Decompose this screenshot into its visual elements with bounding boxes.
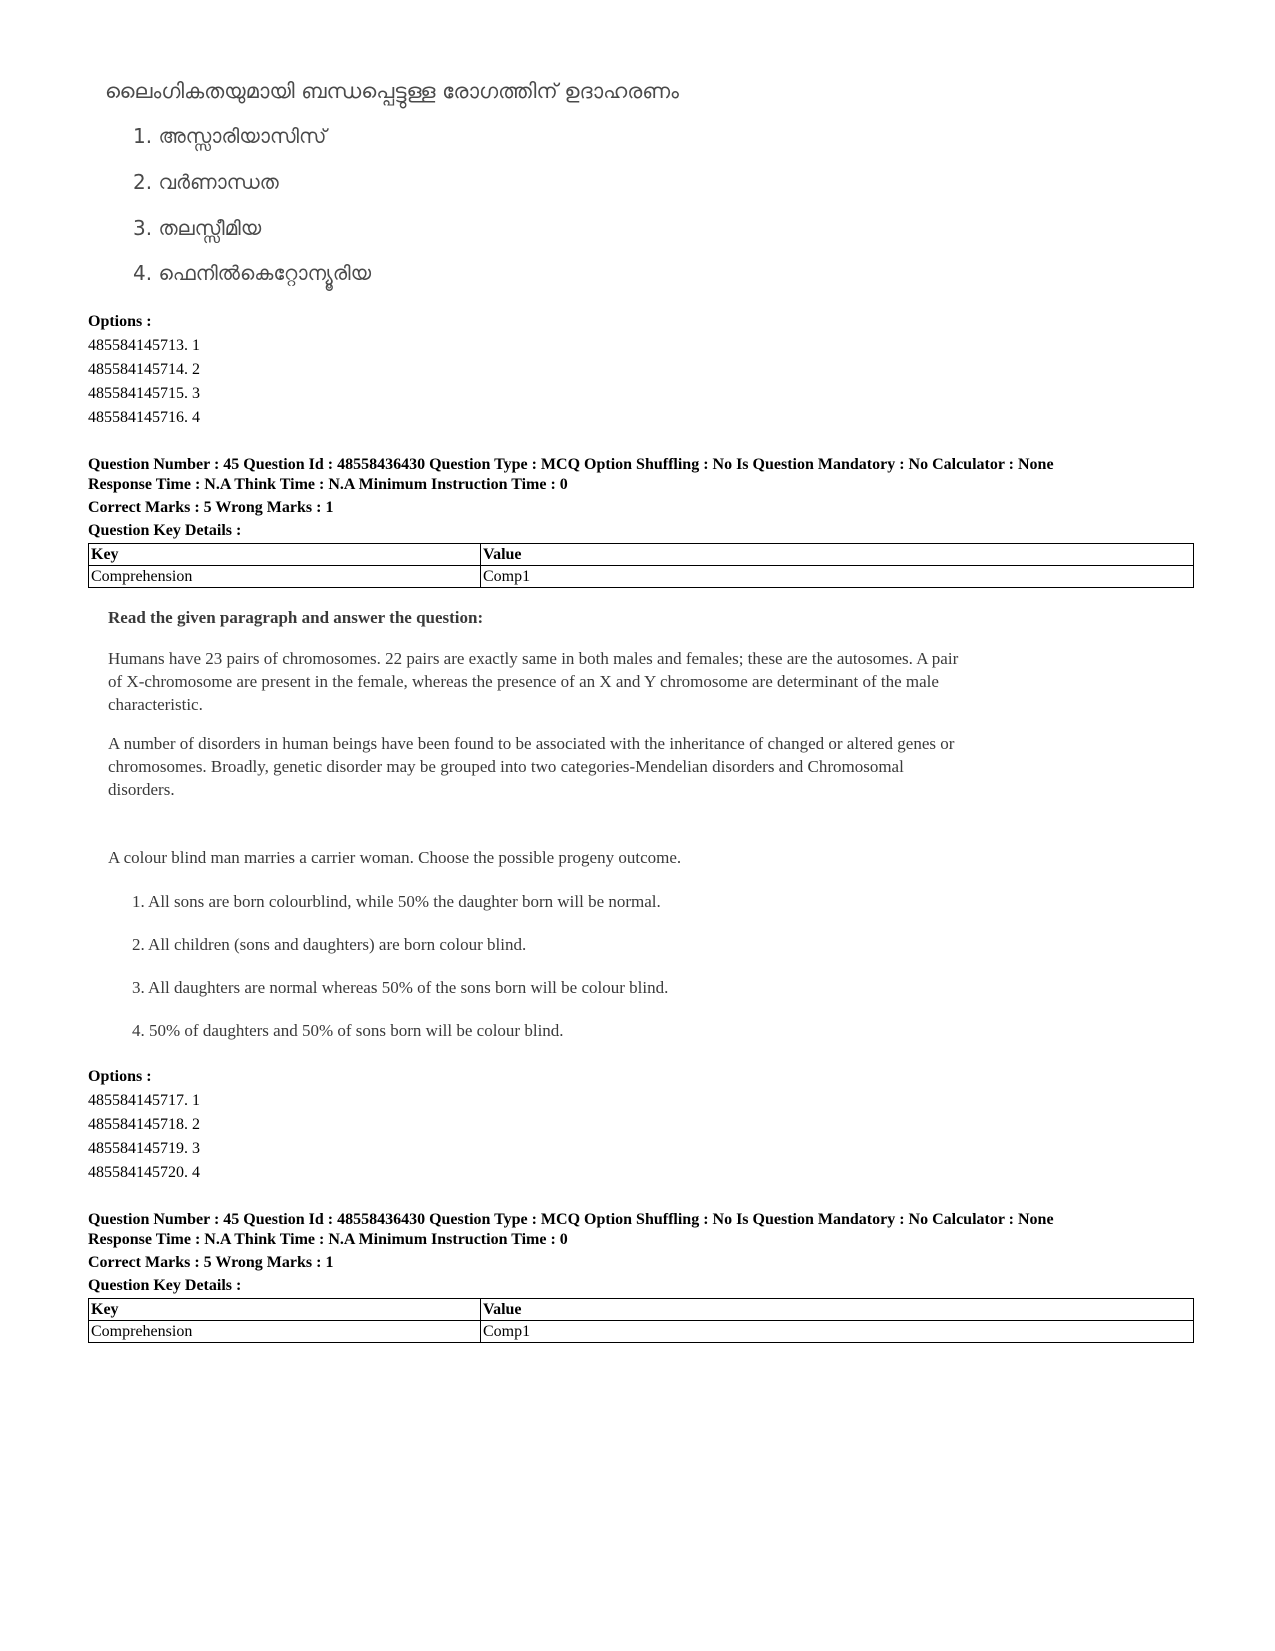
question-title: ലൈംഗികതയുമായി ബന്ധപ്പെട്ടുള്ള രോഗത്തിന് ഉദാഹരണം (105, 79, 679, 103)
option-id: 485584145713. 1 (88, 337, 200, 354)
option-id: 485584145714. 2 (88, 361, 200, 378)
meta-line: Question Number : 45 Question Id : 48558436430 Question Type : MCQ Option Shuffling : No Is Question Mandatory : No Calculator : None (88, 456, 1054, 473)
question-option: 2. വർണാന്ധത (133, 170, 279, 194)
table-header-key: Key (89, 544, 481, 566)
table-header-row (89, 544, 1194, 566)
key-details-table (88, 543, 1194, 588)
malayalam-question-image (105, 72, 805, 302)
table-cell-key: Comprehension (89, 1321, 481, 1343)
question-meta (88, 455, 1198, 541)
options-label: Options : (88, 313, 152, 330)
marks-line: Correct Marks : 5 Wrong Marks : 1 (88, 499, 334, 516)
option-id: 485584145718. 2 (88, 1116, 200, 1133)
question-option: 4. 50% of daughters and 50% of sons born will be colour blind. (132, 1021, 564, 1040)
option-id: 485584145717. 1 (88, 1092, 200, 1109)
meta-line: Question Number : 45 Question Id : 48558436430 Question Type : MCQ Option Shuffling : No Is Question Mandatory : No Calculator : None (88, 1211, 1054, 1228)
table-header-row (89, 1299, 1194, 1321)
options-list (88, 310, 200, 430)
question-option: 2. All children (sons and daughters) are born colour blind. (132, 935, 527, 954)
table-cell-key: Comprehension (89, 566, 481, 588)
marks-line: Correct Marks : 5 Wrong Marks : 1 (88, 1254, 334, 1271)
table-row (89, 1321, 1194, 1343)
table-header-key: Key (89, 1299, 481, 1321)
question-text: A colour blind man marries a carrier woman. Choose the possible progeny outcome. (108, 848, 682, 867)
key-details-label: Question Key Details : (88, 1277, 242, 1294)
table-cell-value: Comp1 (481, 1321, 1194, 1343)
question-option: 3. തലസ്സീമിയ (133, 216, 262, 240)
question-meta (88, 1210, 1198, 1296)
question-option: 4. ഫെനിൽകെറ്റോന്യൂരിയ (133, 261, 372, 285)
key-details-label: Question Key Details : (88, 522, 242, 539)
table-cell-value: Comp1 (481, 566, 1194, 588)
question-option: 1. All sons are born colourblind, while 50% the daughter born will be normal. (132, 892, 661, 911)
meta-line: Response Time : N.A Think Time : N.A Minimum Instruction Time : 0 (88, 1231, 568, 1248)
key-details-table (88, 1298, 1194, 1343)
question-option: 3. All daughters are normal whereas 50% of the sons born will be colour blind. (132, 978, 669, 997)
option-id: 485584145715. 3 (88, 385, 200, 402)
comprehension-image (108, 605, 988, 1045)
option-id: 485584145719. 3 (88, 1140, 200, 1157)
table-header-value: Value (481, 544, 1194, 566)
option-id: 485584145716. 4 (88, 409, 200, 426)
comprehension-heading: Read the given paragraph and answer the question: (108, 608, 484, 627)
table-header-value: Value (481, 1299, 1194, 1321)
options-list (88, 1065, 200, 1185)
table-row (89, 566, 1194, 588)
comprehension-paragraph: A number of disorders in human beings have been found to be associated with the inheritance of changed or altered genes or chromosomes. Broadly, genetic disorder may be grouped into two categories-Mendelian disorders and Chromosomal disorders. (108, 734, 955, 799)
meta-line: Response Time : N.A Think Time : N.A Minimum Instruction Time : 0 (88, 476, 568, 493)
question-option: 1. അസ്സാരിയാസിസ് (133, 124, 327, 148)
options-label: Options : (88, 1068, 152, 1085)
comprehension-paragraph: Humans have 23 pairs of chromosomes. 22 pairs are exactly same in both males and females; these are the autosomes. A pair of X-chromosome are present in the female, whereas the presence of an X and Y chromosome are determinant of the male characteristic. (108, 649, 959, 714)
option-id: 485584145720. 4 (88, 1164, 200, 1181)
